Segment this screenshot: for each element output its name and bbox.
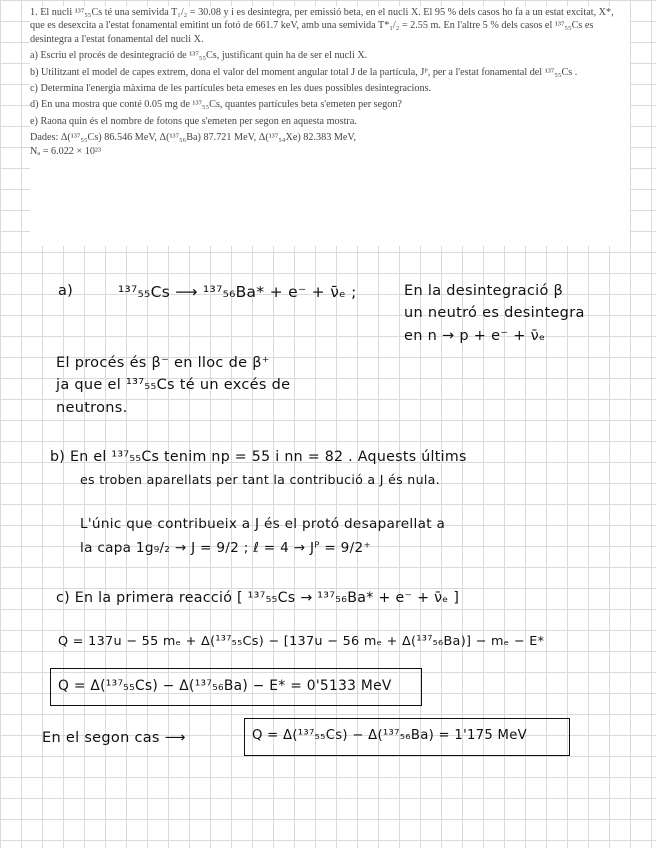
answer-c-second-case-label: En el segon cas ⟶	[42, 730, 186, 746]
answer-b-line-1: b) En el ¹³⁷₅₅Cs tenim np = 55 i nn = 82 . Aquests últims	[50, 449, 467, 465]
answer-a-label: a)	[58, 283, 74, 299]
problem-statement	[30, 6, 630, 246]
answer-c-result-2: Q = Δ(¹³⁷₅₅Cs) − Δ(¹³⁷₅₆Ba) = 1'175 MeV	[252, 728, 527, 743]
answer-a-process-1: El procés és β⁻ en lloc de β⁺	[56, 355, 270, 371]
question-c: c) Determina l'energia màxima de les partícules beta emeses en les dues possibles desintegracions.	[30, 83, 432, 95]
question-e: e) Raona quin és el nombre de fotons que s'emeten per segon en aquesta mostra.	[30, 115, 357, 127]
answer-a-process-3: neutrons.	[56, 400, 128, 416]
answer-c-result-1: Q = Δ(¹³⁷₅₅Cs) − Δ(¹³⁷₅₆Ba) − E* = 0'5133 MeV	[58, 678, 392, 694]
answer-b-line-3: L'únic que contribueix a J és el protó desaparellat a	[80, 516, 446, 532]
question-b: b) Utilitzant el model de capes extrem, dona el valor del moment angular total J de la partícula, Jᴾ, per a l'estat fonamental del ¹³⁷₅₅Cs .	[30, 66, 578, 78]
answer-a-reaction: ¹³⁷₅₅Cs ⟶ ¹³⁷₅₆Ba* + e⁻ + ν̄ₑ ;	[118, 283, 357, 301]
answer-b-line-2: es troben aparellats per tant la contribució a J és nula.	[80, 472, 440, 487]
question-a: a) Escriu el procés de desintegració de ¹³⁷₅₅Cs, justificant quin ha de ser el nucli X.	[30, 50, 368, 62]
answer-a-note-3: en n → p + e⁻ + ν̄ₑ	[404, 328, 546, 344]
given-data-line-2: Nₐ = 6.022 × 10²³	[30, 145, 102, 157]
answer-a-note-1: En la desintegració β	[404, 283, 564, 299]
answer-a-note-2: un neutró es desintegra	[404, 305, 585, 321]
given-data-line-1: Dades: Δ(¹³⁷₅₅Cs) 86.546 MeV, Δ(¹³⁷₅₆Ba) 87.721 MeV, Δ(¹³⁷₅₄Xe) 82.383 MeV,	[30, 132, 357, 144]
answer-c-line-2: Q = 137u − 55 mₑ + Δ(¹³⁷₅₅Cs) − [137u − 56 mₑ + Δ(¹³⁷₅₆Ba)] − mₑ − E*	[58, 634, 545, 649]
answer-b-line-4: la capa 1g₉/₂ → J = 9/2 ; ℓ = 4 → Jᴾ = 9/2⁺	[80, 540, 371, 556]
answer-a-process-2: ja que el ¹³⁷₅₅Cs té un excés de	[56, 377, 291, 393]
answer-c-line-1: c) En la primera reacció [ ¹³⁷₅₅Cs → ¹³⁷₅₆Ba* + e⁻ + ν̄ₑ ]	[56, 590, 460, 606]
problem-intro: 1. El nucli ¹³⁷₅₅Cs té una semivida T₁/₂ = 30.08 y i es desintegra, per emissió beta, en el nucli X. El 95 % dels casos ho fa a un estat excitat, X*, que es desexcita a l'estat fonamental emitint un fotó de 661.7 keV, amb una semivida T*₁/₂ = 2.55 m. En l'altre 5 % dels casos el ¹³⁷₅₅Cs es desintegra a l'estat fonamental del nucli X.	[30, 7, 614, 45]
question-d: d) En una mostra que conté 0.05 mg de ¹³⁷₅₅Cs, quantes partícules beta s'emeten per segon?	[30, 99, 402, 111]
